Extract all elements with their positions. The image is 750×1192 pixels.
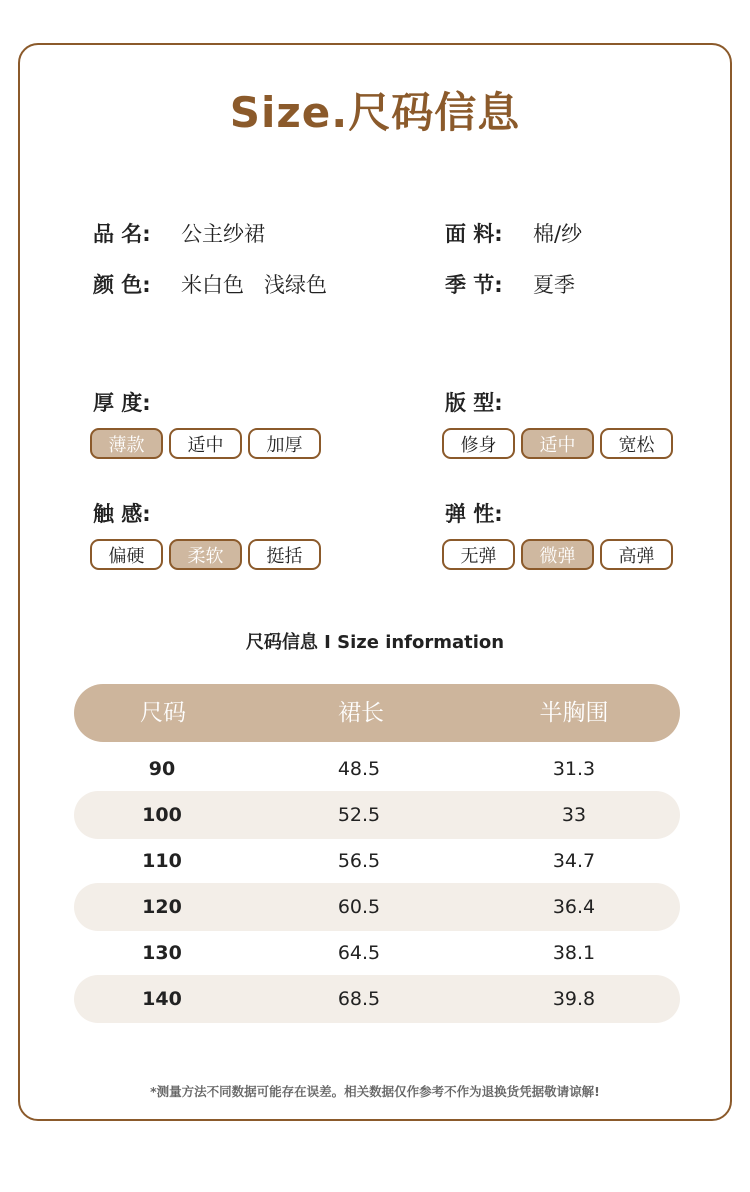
- cell-size: 100: [142, 804, 182, 826]
- tag-option: 偏硬: [90, 539, 163, 570]
- tag-option: 加厚: [248, 428, 321, 459]
- tag-option: 微弹: [521, 539, 594, 570]
- attr-touch-label: 触 感:: [93, 502, 151, 526]
- cell-length: 52.5: [337, 804, 381, 826]
- size-section-title: 尺码信息 I Size information: [245, 632, 505, 653]
- cell-bust: 39.8: [552, 988, 596, 1010]
- info-value: 夏季: [533, 273, 575, 297]
- tag-option: 挺括: [248, 539, 321, 570]
- tag-option: 柔软: [169, 539, 242, 570]
- cell-bust: 34.7: [552, 850, 596, 872]
- table-row: [74, 883, 680, 931]
- table-row: [74, 745, 680, 793]
- info-label: 面 料:: [445, 222, 503, 246]
- cell-size: 90: [148, 758, 176, 780]
- info-season: [445, 269, 575, 299]
- attr-thickness-tags: [90, 428, 321, 459]
- table-row: [74, 929, 680, 977]
- cell-bust: 36.4: [552, 896, 596, 918]
- attr-fit-tags: [442, 428, 673, 459]
- header-size: 尺码: [140, 700, 186, 726]
- header-bust: 半胸围: [539, 700, 609, 726]
- info-color: [93, 269, 327, 299]
- cell-bust: 31.3: [552, 758, 596, 780]
- info-value: 米白色 浅绿色: [181, 273, 328, 297]
- table-row: [74, 837, 680, 885]
- cell-size: 120: [142, 896, 182, 918]
- cell-size: 130: [142, 942, 182, 964]
- cell-size: 140: [142, 988, 182, 1010]
- tag-option: 适中: [169, 428, 242, 459]
- tag-option: 宽松: [600, 428, 673, 459]
- info-label: 颜 色:: [93, 273, 151, 297]
- attr-touch-tags: [90, 539, 321, 570]
- table-row: [74, 791, 680, 839]
- tag-option: 修身: [442, 428, 515, 459]
- header-length: 裙长: [338, 700, 384, 726]
- cell-bust: 38.1: [552, 942, 596, 964]
- attr-elasticity-label: 弹 性:: [445, 502, 503, 526]
- cell-bust: 33: [561, 804, 587, 826]
- info-label: 品 名:: [93, 222, 151, 246]
- attr-elasticity-tags: [442, 539, 673, 570]
- info-material: [445, 218, 582, 248]
- cell-length: 60.5: [337, 896, 381, 918]
- tag-option: 适中: [521, 428, 594, 459]
- tag-option: 无弹: [442, 539, 515, 570]
- info-value: 公主纱裙: [181, 222, 265, 246]
- size-table-header: [74, 684, 680, 742]
- attr-fit-label: 版 型:: [445, 391, 503, 415]
- cell-length: 56.5: [337, 850, 381, 872]
- info-label: 季 节:: [445, 273, 503, 297]
- cell-length: 68.5: [337, 988, 381, 1010]
- table-row: [74, 975, 680, 1023]
- tag-option: 高弹: [600, 539, 673, 570]
- info-product-name: [93, 218, 265, 248]
- cell-length: 64.5: [337, 942, 381, 964]
- attr-thickness-label: 厚 度:: [93, 391, 151, 415]
- disclaimer-footnote: *测量方法不同数据可能存在误差。相关数据仅作参考不作为退换货凭据敬请谅解!: [150, 1084, 600, 1099]
- info-value: 棉/纱: [533, 222, 583, 246]
- cell-length: 48.5: [337, 758, 381, 780]
- page-title: Size.尺码信息: [229, 88, 521, 137]
- cell-size: 110: [142, 850, 182, 872]
- tag-option: 薄款: [90, 428, 163, 459]
